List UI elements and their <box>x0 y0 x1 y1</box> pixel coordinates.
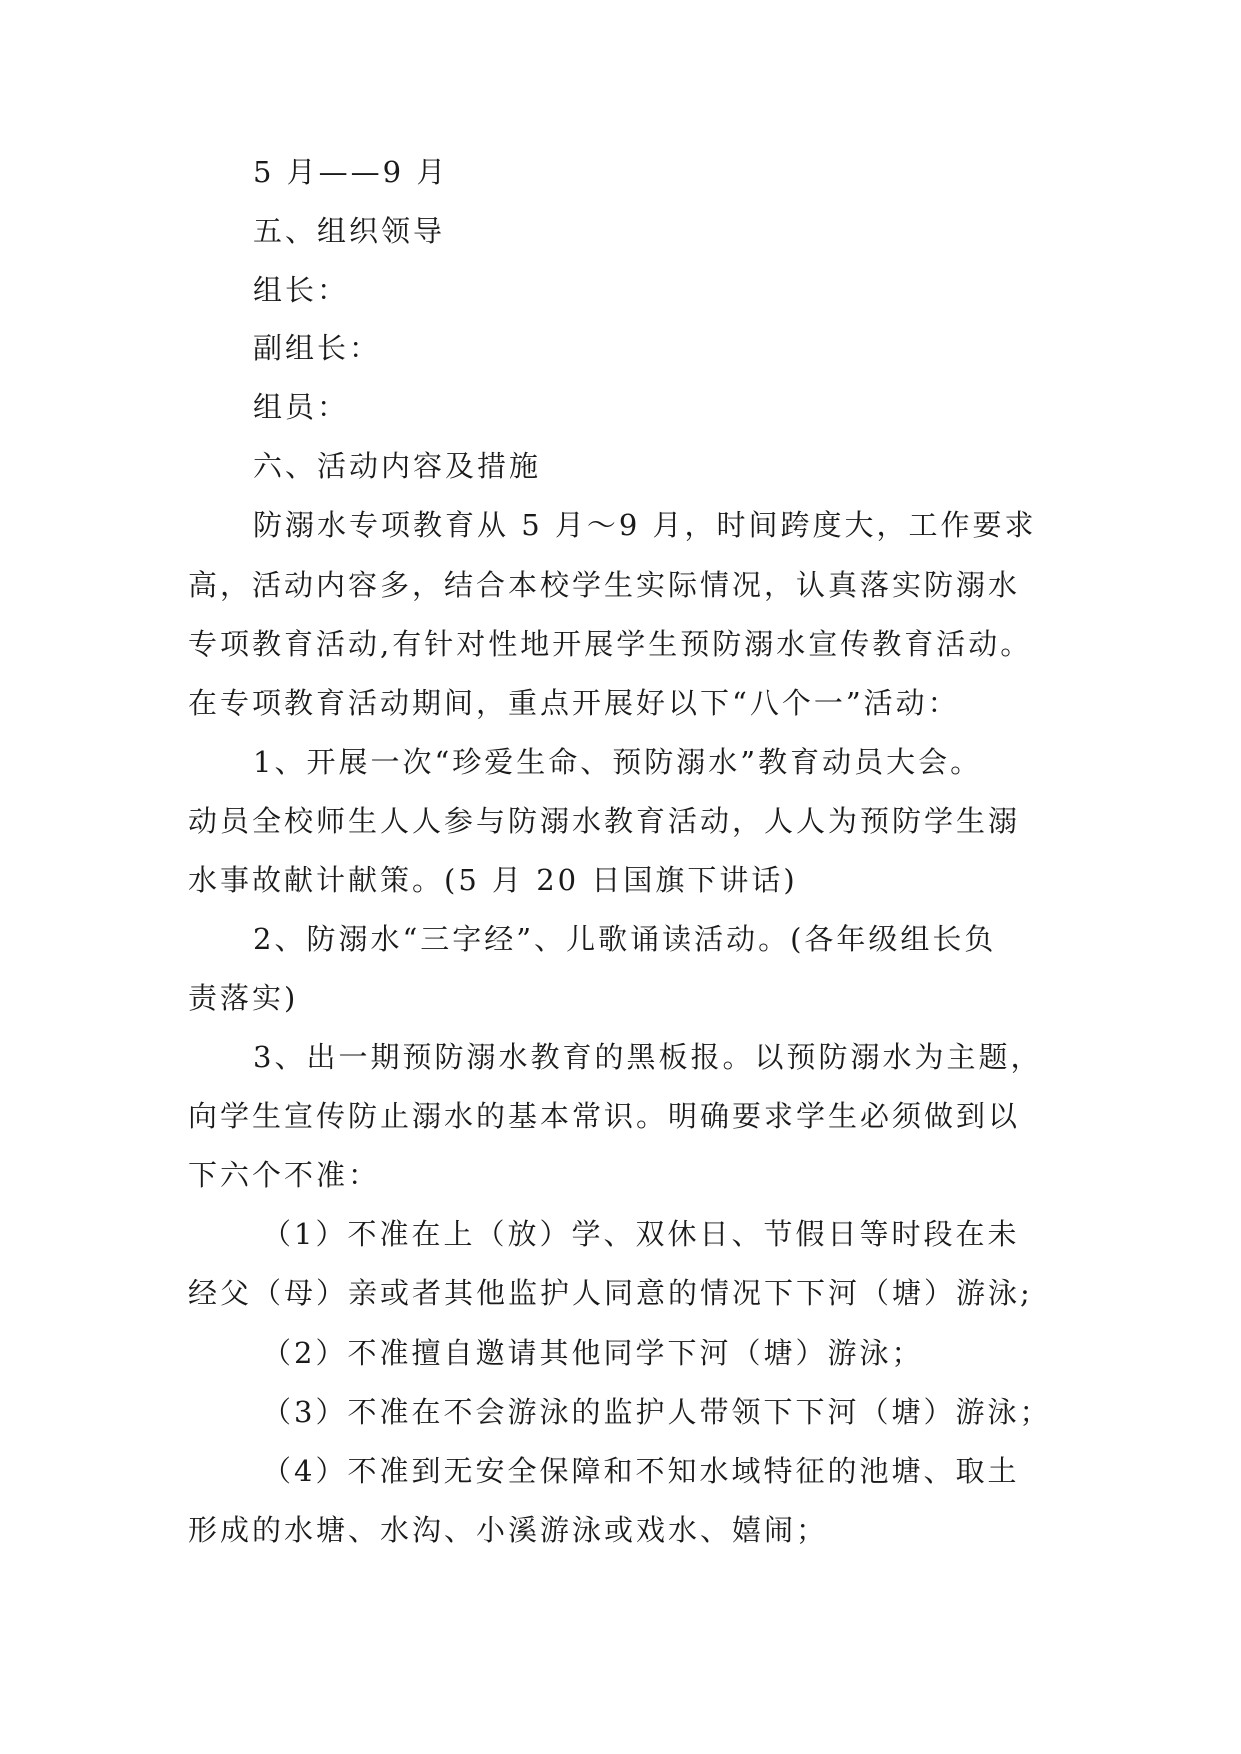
text-line: 副组长： <box>253 331 382 365</box>
section-heading: 六、活动内容及措施 <box>253 449 542 483</box>
text-line: 3、出一期预防溺水教育的黑板报。以预防溺水为主题， <box>253 1040 1043 1074</box>
text-line: 组员： <box>253 390 350 424</box>
text-line: （1）不准在上（放）学、双休日、节假日等时段在未 <box>262 1217 1020 1251</box>
text-line: 1、开展一次“珍爱生命、预防溺水”教育动员大会。 <box>253 745 983 779</box>
text-line: 组长： <box>253 273 350 307</box>
text-line: 下六个不准： <box>188 1158 381 1192</box>
text-line: （2）不准擅自邀请其他同学下河（塘）游泳； <box>262 1336 924 1370</box>
text-line: 专项教育活动,有针对性地开展学生预防溺水宣传教育活动。 <box>188 627 1033 661</box>
section-heading: 五、组织领导 <box>253 214 446 248</box>
text-line: 2、防溺水“三字经”、儿歌诵读活动。(各年级组长负 <box>253 922 997 956</box>
text-line: 水事故献计献策。(5 月 20 日国旗下讲话) <box>188 863 798 897</box>
text-line: （3）不准在不会游泳的监护人带领下下河（塘）游泳； <box>262 1395 1052 1429</box>
text-line: 5 月——9 月 <box>253 155 449 189</box>
text-line: 防溺水专项教育从 5 月～9 月，时间跨度大，工作要求 <box>253 508 1037 542</box>
text-line: 高，活动内容多，结合本校学生实际情况，认真落实防溺水 <box>188 568 1021 602</box>
text-line: 形成的水塘、水沟、小溪游泳或戏水、嬉闹； <box>188 1513 829 1547</box>
text-line: 向学生宣传防止溺水的基本常识。明确要求学生必须做到以 <box>188 1099 1021 1133</box>
text-line: （4）不准到无安全保障和不知水域特征的池塘、取土 <box>262 1454 1020 1488</box>
text-line: 经父（母）亲或者其他监护人同意的情况下下河（塘）游泳; <box>188 1276 1033 1310</box>
text-line: 动员全校师生人人参与防溺水教育活动，人人为预防学生溺 <box>188 804 1021 838</box>
text-line: 责落实) <box>188 981 299 1015</box>
text-line: 在专项教育活动期间，重点开展好以下“八个一”活动： <box>188 686 960 720</box>
